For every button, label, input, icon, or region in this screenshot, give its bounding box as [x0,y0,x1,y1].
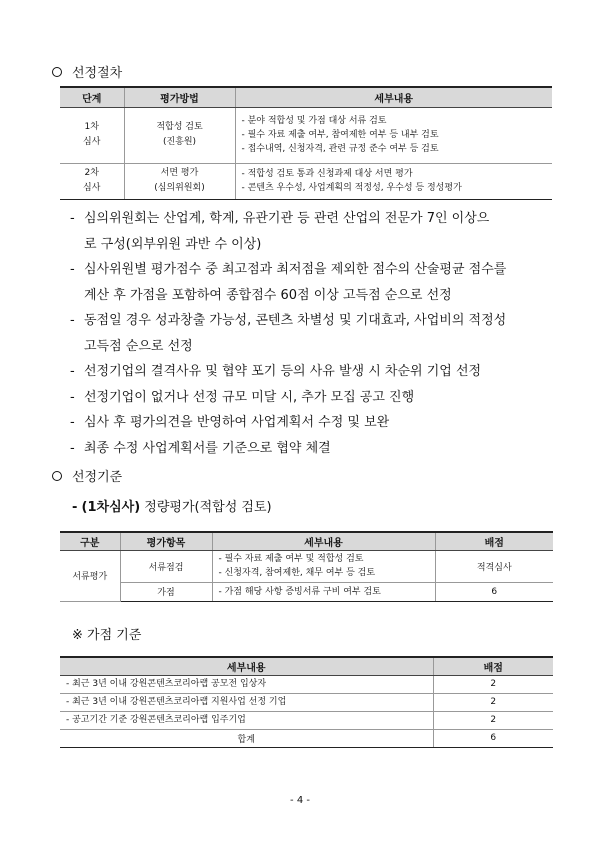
criteria-table [60,531,553,602]
header-details: 세부내용 [212,532,435,550]
section-heading-selection-procedure [52,62,122,81]
header-eval-item: 평가항목 [120,532,212,550]
header-details: 세부내용 [235,87,552,107]
score-cell: 2 [433,675,553,693]
header-method: 평가방법 [124,87,235,107]
item-cell: 가점 [120,582,212,601]
method-cell: 적합성 검토 (진흥원) [124,107,235,163]
list-item: - 심사 후 평가의견을 반영하여 사업계획서 수정 및 보완 [70,415,390,430]
circle-bullet-icon [52,471,62,481]
details-cell: - 최근 3년 이내 강원콘텐츠코리아랩 공모전 입상자 [60,675,433,693]
procedure-table [60,86,552,200]
list-item: - 동점일 경우 성과창출 가능성, 콘텐츠 차별성 및 기대효과, 사업비의 적정성 고득점 순으로 선정 [70,313,507,354]
details-cell: - 가점 해당 사항 증빙서류 구비 여부 검토 [212,582,435,601]
details-cell: - 적합성 검토 통과 신청과제 대상 서면 평가 - 콘텐츠 우수성, 사업계획의 적정성, 우수성 등 정성평가 [235,163,552,199]
table-row [60,550,553,582]
score-cell: 적격심사 [435,550,553,582]
header-stage: 단계 [60,87,124,107]
procedure-bullet-list [70,206,550,461]
score-cell: 2 [433,693,553,711]
subheading-first-review: - (1차심사) 정량평가(적합성 검토) [72,500,272,515]
table-row [60,693,553,711]
list-item: - 심사위원별 평가점수 중 최고점과 최저점을 제외한 점수의 산술평균 점수를 계산 후 가점을 포함하여 종합점수 60점 이상 고득점 순으로 선정 [70,262,507,303]
method-cell: 서면 평가 (심의위원회) [124,163,235,199]
table-row [60,163,552,199]
section-title: 선정절차 [72,66,123,81]
header-category: 구분 [60,532,120,550]
list-item: - 선정기업의 결격사유 및 협약 포기 등의 사유 발생 시 차순위 기업 선정 [70,364,482,379]
total-score: 6 [433,729,553,747]
score-cell: 2 [433,711,553,729]
total-row [60,729,553,747]
bonus-criteria-heading: ※ 가점 기준 [72,628,142,643]
table-row [60,675,553,693]
section-heading-selection-criteria [52,466,122,485]
stage-cell: 2차 심사 [60,163,124,199]
table-row [60,582,553,601]
header-score: 배점 [433,657,553,675]
section-title: 선정기준 [72,470,123,485]
list-item: - 최종 수정 사업계획서를 기준으로 협약 체결 [70,440,331,456]
header-score: 배점 [435,532,553,550]
circle-bullet-icon [52,67,62,77]
score-cell: 6 [435,582,553,601]
category-cell: 서류평가 [60,550,120,601]
table-row [60,711,553,729]
details-cell: - 필수 자료 제출 여부 및 적합성 검토 - 신청자격, 참여제한, 채무 여부 등 검토 [212,550,435,582]
details-cell: - 최근 3년 이내 강원콘텐츠코리아랩 지원사업 선정 기업 [60,693,433,711]
details-cell: - 공고기간 기준 강원콘텐츠코리아랩 입주기업 [60,711,433,729]
item-cell: 서류점검 [120,550,212,582]
list-item: - 선정기업이 없거나 선정 규모 미달 시, 추가 모집 공고 진행 [70,389,415,405]
header-details: 세부내용 [60,657,433,675]
list-item: - 심의위원회는 산업계, 학계, 유관기관 등 관련 산업의 전문가 7인 이상으 로 구성(외부위원 과반 수 이상) [70,211,490,252]
details-cell: - 분야 적합성 및 가점 대상 서류 검토 - 필수 자료 제출 여부, 참여제한 여부 등 내부 검토 - 접수내역, 신청자격, 관련 규정 준수 여부 등 검토 [235,107,552,163]
bonus-table [60,656,553,748]
page-number: - 4 - [290,795,310,806]
table-row [60,107,552,163]
stage-cell: 1차 심사 [60,107,124,163]
total-label: 합계 [60,729,433,747]
